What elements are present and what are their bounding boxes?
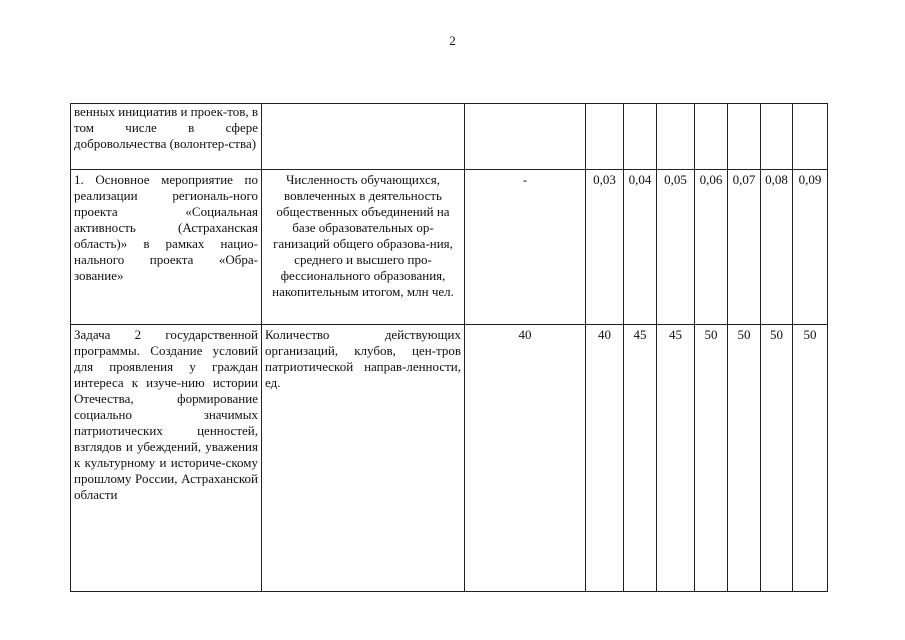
cell-base-value xyxy=(465,104,586,170)
cell-base-value: 40 xyxy=(465,325,586,592)
page-number: 2 xyxy=(449,33,456,48)
cell-year-value: 50 xyxy=(695,325,728,592)
cell-year-value xyxy=(728,104,761,170)
cell-indicator: Численность обучающихся, вовлеченных в деятельность общественных объединений на базе образовательных ор-ганизаций общего образова-ния, среднего и высшего про-фессионального образования, накопительным итогом, млн чел. xyxy=(262,170,465,325)
cell-year-value: 0,09 xyxy=(793,170,828,325)
table-row xyxy=(71,170,828,325)
cell-year-value: 0,08 xyxy=(761,170,793,325)
cell-year-value xyxy=(586,104,624,170)
cell-year-value: 0,07 xyxy=(728,170,761,325)
cell-year-value xyxy=(761,104,793,170)
cell-base-value: - xyxy=(465,170,586,325)
cell-year-value: 50 xyxy=(793,325,828,592)
cell-year-value: 50 xyxy=(728,325,761,592)
cell-year-value: 0,03 xyxy=(586,170,624,325)
cell-indicator: Количество действующих организаций, клубов, цен-тров патриотической направ-ленности, ед. xyxy=(262,325,465,592)
cell-year-value xyxy=(793,104,828,170)
cell-year-value: 0,04 xyxy=(624,170,657,325)
cell-year-value xyxy=(695,104,728,170)
cell-measure: 1. Основное мероприятие по реализации региональ-ного проекта «Социальная активность (Астраханская область)» в рамках нацио-нального проекта «Обра-зование» xyxy=(71,170,262,325)
cell-measure: Задача 2 государственной программы. Создание условий для проявления у граждан интереса к изуче-нию истории Отечества, формирование социально значимых патриотических ценностей, взглядов и убеждений, уважения к культурному и историче-скому прошлому России, Астраханской области xyxy=(71,325,262,592)
table-row xyxy=(71,325,828,592)
table-row xyxy=(71,104,828,170)
cell-year-value: 50 xyxy=(761,325,793,592)
cell-year-value: 0,05 xyxy=(657,170,695,325)
cell-year-value: 0,06 xyxy=(695,170,728,325)
cell-measure: венных инициатив и проек-тов, в том числе в сфере добровольчества (волонтер-ства) xyxy=(71,104,262,170)
cell-year-value xyxy=(624,104,657,170)
indicator-table xyxy=(70,103,828,592)
cell-year-value: 45 xyxy=(657,325,695,592)
cell-year-value: 45 xyxy=(624,325,657,592)
cell-year-value: 40 xyxy=(586,325,624,592)
cell-year-value xyxy=(657,104,695,170)
cell-indicator xyxy=(262,104,465,170)
